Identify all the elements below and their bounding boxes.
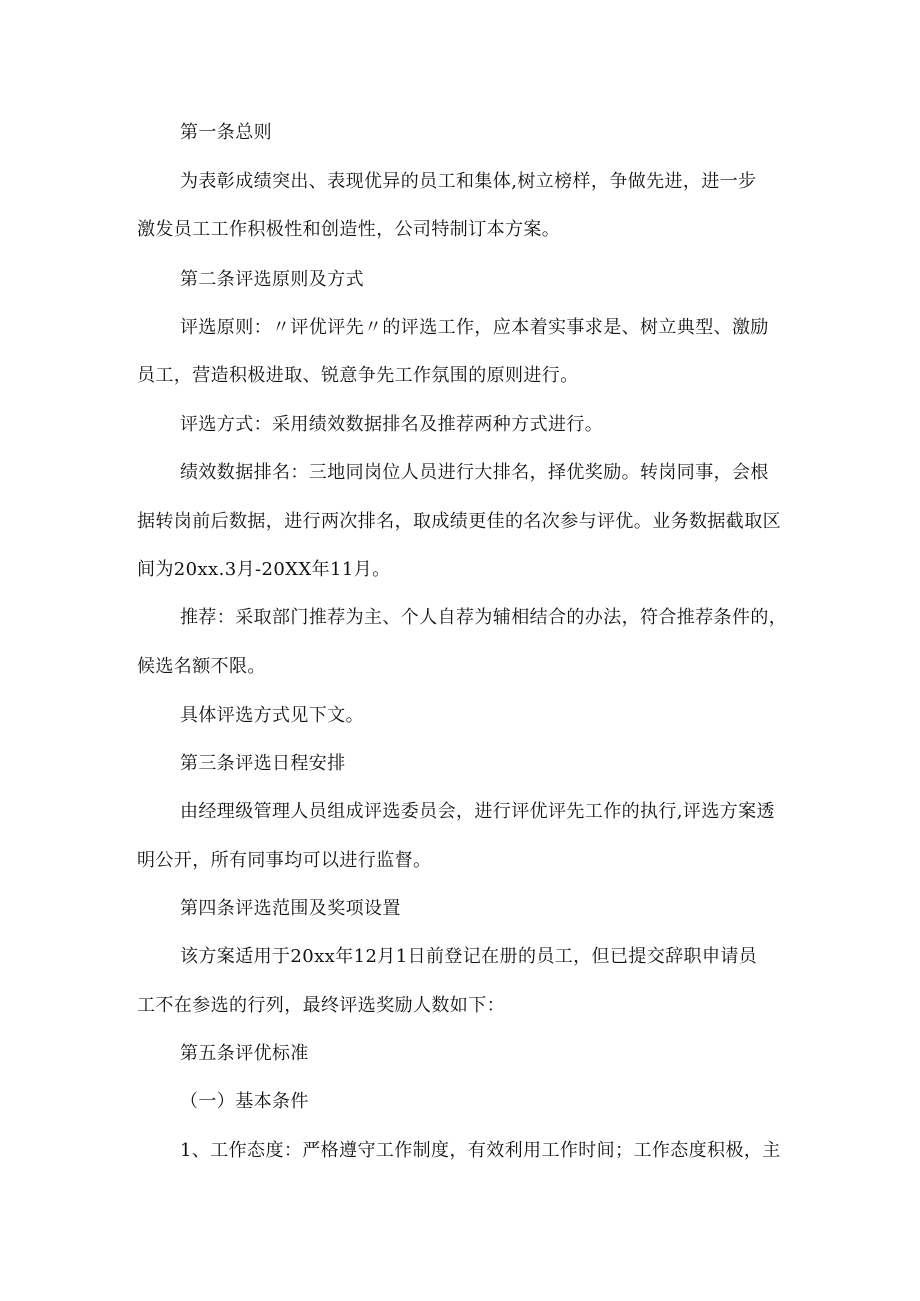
section-heading-3: 第三条评选日程安排 bbox=[180, 753, 346, 774]
paragraph-line: 明公开，所有同事均可以进行监督。 bbox=[137, 850, 432, 871]
paragraph-line: 1、工作态度：严格遵守工作制度，有效利用工作时间；工作态度积极，主 bbox=[180, 1140, 781, 1161]
paragraph-line: 激发员工工作积极性和创造性，公司特制订本方案。 bbox=[137, 219, 561, 240]
paragraph-line: 该方案适用于20xx年12月1日前登记在册的员工，但已提交辞职申请员 bbox=[180, 946, 758, 967]
paragraph-line: 据转岗前后数据，进行两次排名，取成绩更佳的名次参与评优。业务数据截取区 bbox=[137, 511, 781, 532]
paragraph-line: 评选原则：〃评优评先〃的评选工作，应本着实事求是、树立典型、激励 bbox=[180, 317, 769, 338]
section-heading-2: 第二条评选原则及方式 bbox=[180, 269, 364, 290]
subsection-heading: （一）基本条件 bbox=[180, 1091, 309, 1112]
paragraph-line: 评选方式：采用绩效数据排名及推荐两种方式进行。 bbox=[180, 414, 604, 435]
paragraph-line: 由经理级管理人员组成评选委员会，进行评优评先工作的执行,评选方案透 bbox=[180, 801, 775, 822]
paragraph-line: 推荐：采取部门推荐为主、个人自荐为辅相结合的办法，符合推荐条件的， bbox=[180, 607, 788, 628]
paragraph-line: 员工，营造积极进取、锐意争先工作氛围的原则进行。 bbox=[137, 365, 579, 386]
paragraph-line: 工不在参选的行列，最终评选奖励人数如下： bbox=[137, 995, 505, 1016]
section-heading-1: 第一条总则 bbox=[180, 122, 272, 143]
section-heading-5: 第五条评优标准 bbox=[180, 1043, 309, 1064]
paragraph-line: 间为20xx.3月-20XX年11月。 bbox=[137, 559, 391, 580]
paragraph-line: 具体评选方式见下文。 bbox=[180, 705, 364, 726]
paragraph-line: 候选名额不限。 bbox=[137, 656, 266, 677]
section-heading-4: 第四条评选范围及奖项设置 bbox=[180, 898, 401, 919]
paragraph-line: 绩效数据排名：三地同岗位人员进行大排名，择优奖励。转岗同事，会根 bbox=[180, 462, 769, 483]
paragraph-line: 为表彰成绩突出、表现优异的员工和集体,树立榜样，争做先进，进一步 bbox=[180, 171, 757, 192]
